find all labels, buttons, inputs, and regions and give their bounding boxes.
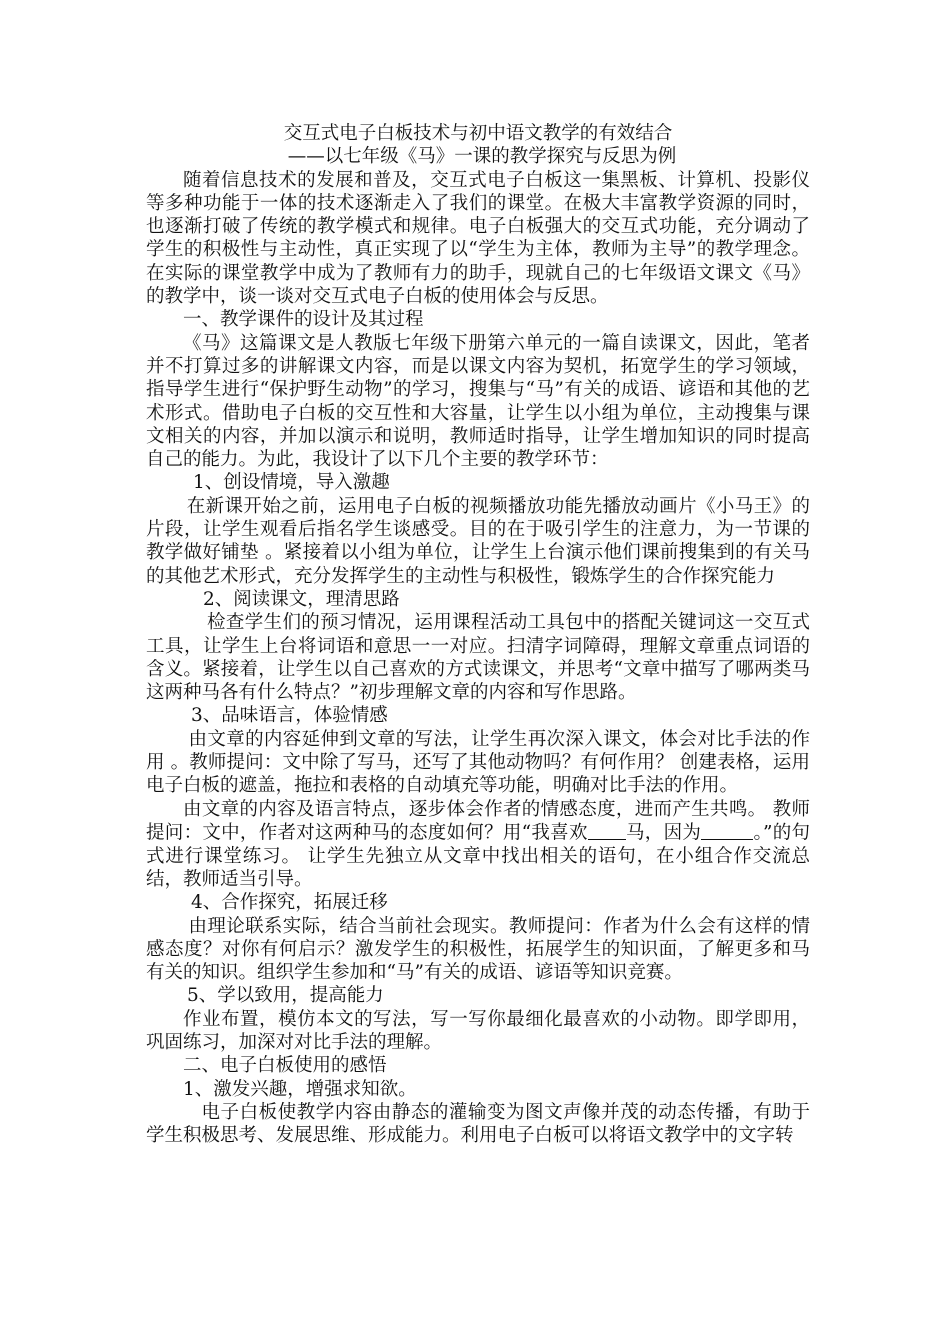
- step2-heading: 2、阅读课文，理清思路: [203, 588, 400, 610]
- document-title: 交互式电子白板技术与初中语文教学的有效结合: [283, 123, 673, 144]
- step3-text-b: 马，因为: [625, 822, 702, 844]
- section2-heading: 二、电子白板使用的感悟: [183, 1055, 387, 1077]
- point1-paragraph: 电子白板使教学内容由静态的灌输变为图文声像并茂的动态传播，有助于学生积极思考、发展思维、形成能力。利用电子白板可以将语文教学中的文字转: [146, 1101, 810, 1147]
- step5-heading: 5、学以致用，提高能力: [187, 985, 384, 1007]
- step4-heading: 4、合作探究，拓展迁移: [191, 892, 388, 914]
- document-page: [146, 122, 810, 1148]
- document-subtitle: ——以七年级《马》一课的教学探究与反思为例: [287, 146, 677, 168]
- section1-heading: 一、教学课件的设计及其过程: [183, 309, 424, 331]
- step3-heading: 3、品味语言，体验情感: [191, 705, 388, 727]
- step1-heading: 1、创设情境，导入激趣: [193, 472, 390, 494]
- step5-paragraph: 作业布置，模仿本文的写法，写一写你最细化最喜欢的小动物。即学即用，巩固练习，加深对对比手法的理解。: [146, 1008, 810, 1054]
- fill-blank-1: [588, 821, 626, 841]
- step2-paragraph: 检查学生们的预习情况，运用课程活动工具包中的搭配关键词这一交互式工具，让学生上台将词语和意思一一对应。扫清字词障碍，理解文章重点词语的含义。紧接着，让学生以自己喜欢的方式读课文，并思考“文章中描写了哪两类马这两种马各有什么特点？”初步理解文章的内容和写作思路。: [146, 612, 810, 704]
- step4-paragraph: 由理论联系实际，结合当前社会现实。教师提问：作者为什么会有这样的情感态度？对你有何启示？激发学生的积极性，拓展学生的知识面，了解更多和马有关的知识。组织学生参加和“马”有关的成语、谚语等知识竞赛。: [146, 915, 810, 984]
- fill-blank-2: [701, 821, 753, 841]
- step3-text-a: 由文章的内容及语言特点，逐步体会作者的情感态度，进而产生共鸣。 教师提问：文中，作者对这两种马的态度如何？用“我喜欢: [146, 798, 810, 844]
- step3-text-c: 。”的句式进行课堂练习。 让学生先独立从文章中找出相关的语句，在小组合作交流总结，教师适当引导。: [146, 822, 810, 890]
- step3-paragraph-2: [146, 798, 810, 892]
- step1-paragraph: 在新课开始之前，运用电子白板的视频播放功能先播放动画片《小马王》的片段，让学生观看后指名学生谈感受。目的在于吸引学生的注意力，为一节课的教学做好铺垫 。紧接着以小组为单位，让学生上台演示他们课前搜集到的有关马的其他艺术形式，充分发挥学生的主动性与积极性，锻炼学生的合作探究能力: [146, 495, 810, 587]
- step3-paragraph-1: 由文章的内容延伸到文章的写法，让学生再次深入课文，体会对比手法的作用 。教师提问：文中除了写马，还写了其他动物吗？有何作用？ 创建表格，运用电子白板的遮盖，拖拉和表格的自动填充等功能，明确对比手法的作用。: [146, 728, 810, 797]
- section1-paragraph: 《马》这篇课文是人教版七年级下册第六单元的一篇自读课文，因此，笔者并不打算过多的讲解课文内容，而是以课文内容为契机，拓宽学生的学习领域，指导学生进行“保护野生动物”的学习，搜集与“马”有关的成语、谚语和其他的艺术形式。借助电子白板的交互性和大容量，让学生以小组为单位，主动搜集与课文相关的内容，并加以演示和说明，教师适时指导，让学生增加知识的同时提高自己的能力。为此，我设计了以下几个主要的教学环节：: [146, 332, 810, 471]
- point1-heading: 1、激发兴趣，增强求知欲。: [183, 1078, 417, 1100]
- intro-paragraph: 随着信息技术的发展和普及，交互式电子白板这一集黑板、计算机、投影仪等多种功能于一体的技术逐渐走入了我们的课堂。在极大丰富教学资源的同时，也逐渐打破了传统的教学模式和规律。电子白板强大的交互式功能，充分调动了学生的积极性与主动性，真正实现了以“学生为主体，教师为主导”的教学理念。在实际的课堂教学中成为了教师有力的助手，现就自己的七年级语文课文《马》的教学中，谈一谈对交互式电子白板的使用体会与反思。: [146, 169, 810, 308]
